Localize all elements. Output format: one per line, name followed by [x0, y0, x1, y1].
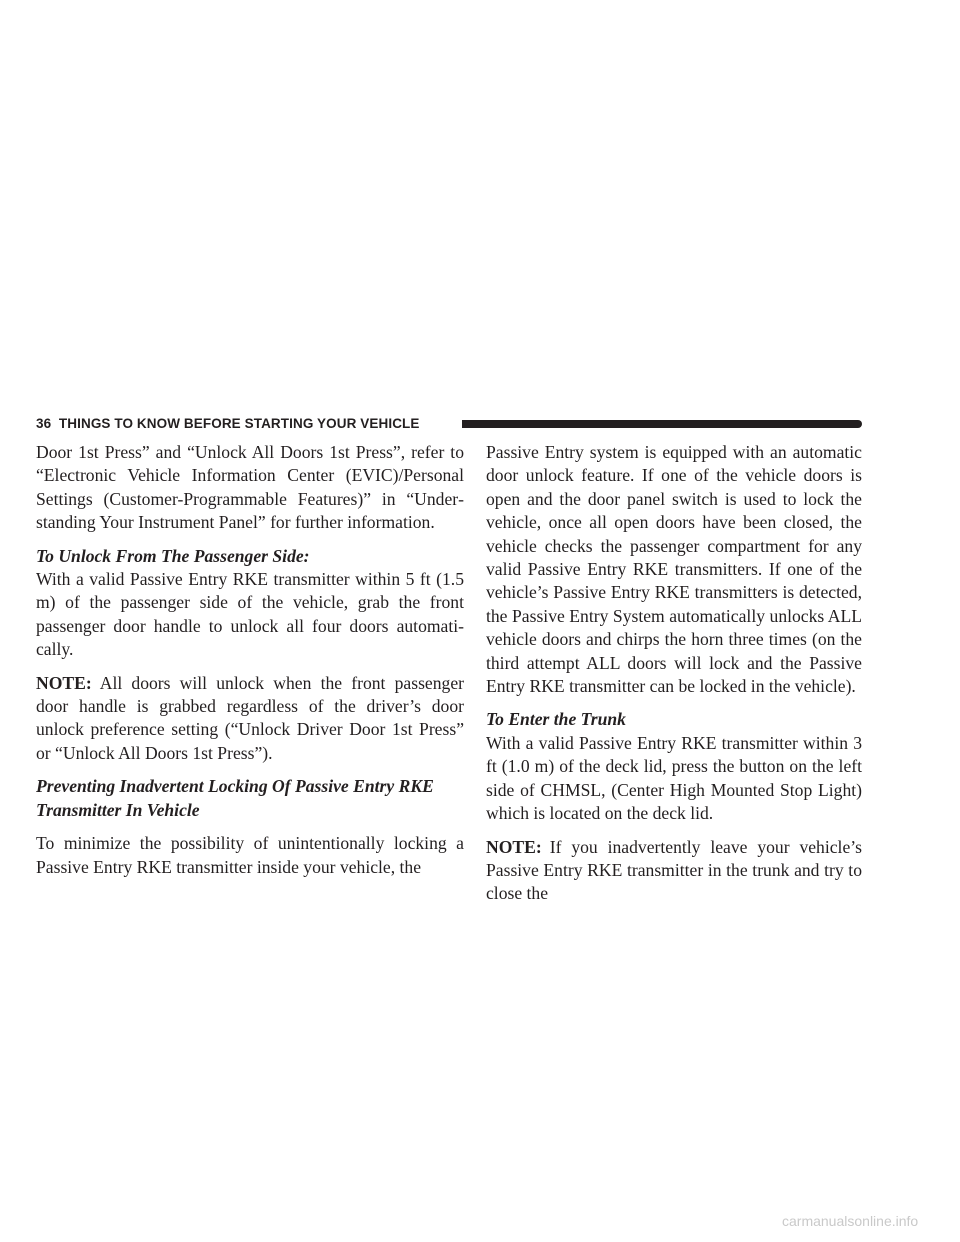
- left-note-1: [36, 672, 464, 766]
- note-label: NOTE:: [486, 836, 542, 857]
- note-text: All doors will unlock when the front passenger door handle is grabbed regardless of the driver’s door unlock preference setting (“Unlock Driver Door 1st Press” or “Unlock All Doors 1st Press”).: [36, 672, 464, 763]
- left-paragraph-1: Door 1st Press” and “Unlock All Doors 1st Press”, refer to “Electronic Vehicle Information Center (EVIC)/Personal Settings (Customer-Programmable Features)” in “Understanding Your Instrument Panel” for further information.: [36, 442, 464, 533]
- left-column: [36, 441, 464, 889]
- watermark-text: carmanualsonline.info: [782, 1213, 919, 1229]
- left-paragraph-3: To minimize the possibility of unintentionally locking a Passive Entry RKE transmitter inside your vehicle, the: [36, 833, 464, 877]
- heading-preventing-inadvertent-locking: Preventing Inadvertent Locking Of Passive Entry RKE Transmitter In Vehicle: [36, 776, 434, 820]
- right-paragraph-1: Passive Entry system is equipped with an automatic door unlock feature. If one of the vehicle doors is open and the door panel switch is used to lock the vehicle, once all open doors have been closed, the vehicle checks the passenger compartment for any valid Passive Entry RKE transmitters. If one of the vehicle’s Passive Entry RKE transmitters is detected, the Passive Entry System automatically unlocks ALL vehicle doors and chirps the horn three times (on the third attempt ALL doors will lock and the Passive Entry RKE transmitter can be locked in the vehicle).: [486, 442, 862, 697]
- heading-enter-trunk: To Enter the Trunk: [486, 709, 626, 730]
- page-header-text: [36, 416, 420, 431]
- note-label: NOTE:: [36, 672, 92, 693]
- right-paragraph-2: With a valid Passive Entry RKE transmitter within 3 ft (1.0 m) of the deck lid, press the button on the left side of CHMSL, (Center High Mounted Stop Light) which is located on the deck lid.: [486, 732, 862, 824]
- section-title: THINGS TO KNOW BEFORE STARTING YOUR VEHICLE: [58, 416, 420, 431]
- page-header: [36, 415, 862, 435]
- heading-unlock-passenger-side: To Unlock From The Passenger Side:: [36, 545, 310, 566]
- header-rule: [462, 420, 862, 428]
- page-number: 36: [36, 416, 52, 431]
- note-text: If you inadvertently leave your vehicle’s Passive Entry RKE transmitter in the trunk and try to close the: [486, 836, 862, 904]
- right-note-1: [486, 836, 862, 906]
- right-column: [486, 441, 862, 916]
- left-paragraph-2: With a valid Passive Entry RKE transmitter within 5 ft (1.5 m) of the passenger side of the vehicle, grab the front passenger door handle to unlock all four doors automatically.: [36, 569, 464, 660]
